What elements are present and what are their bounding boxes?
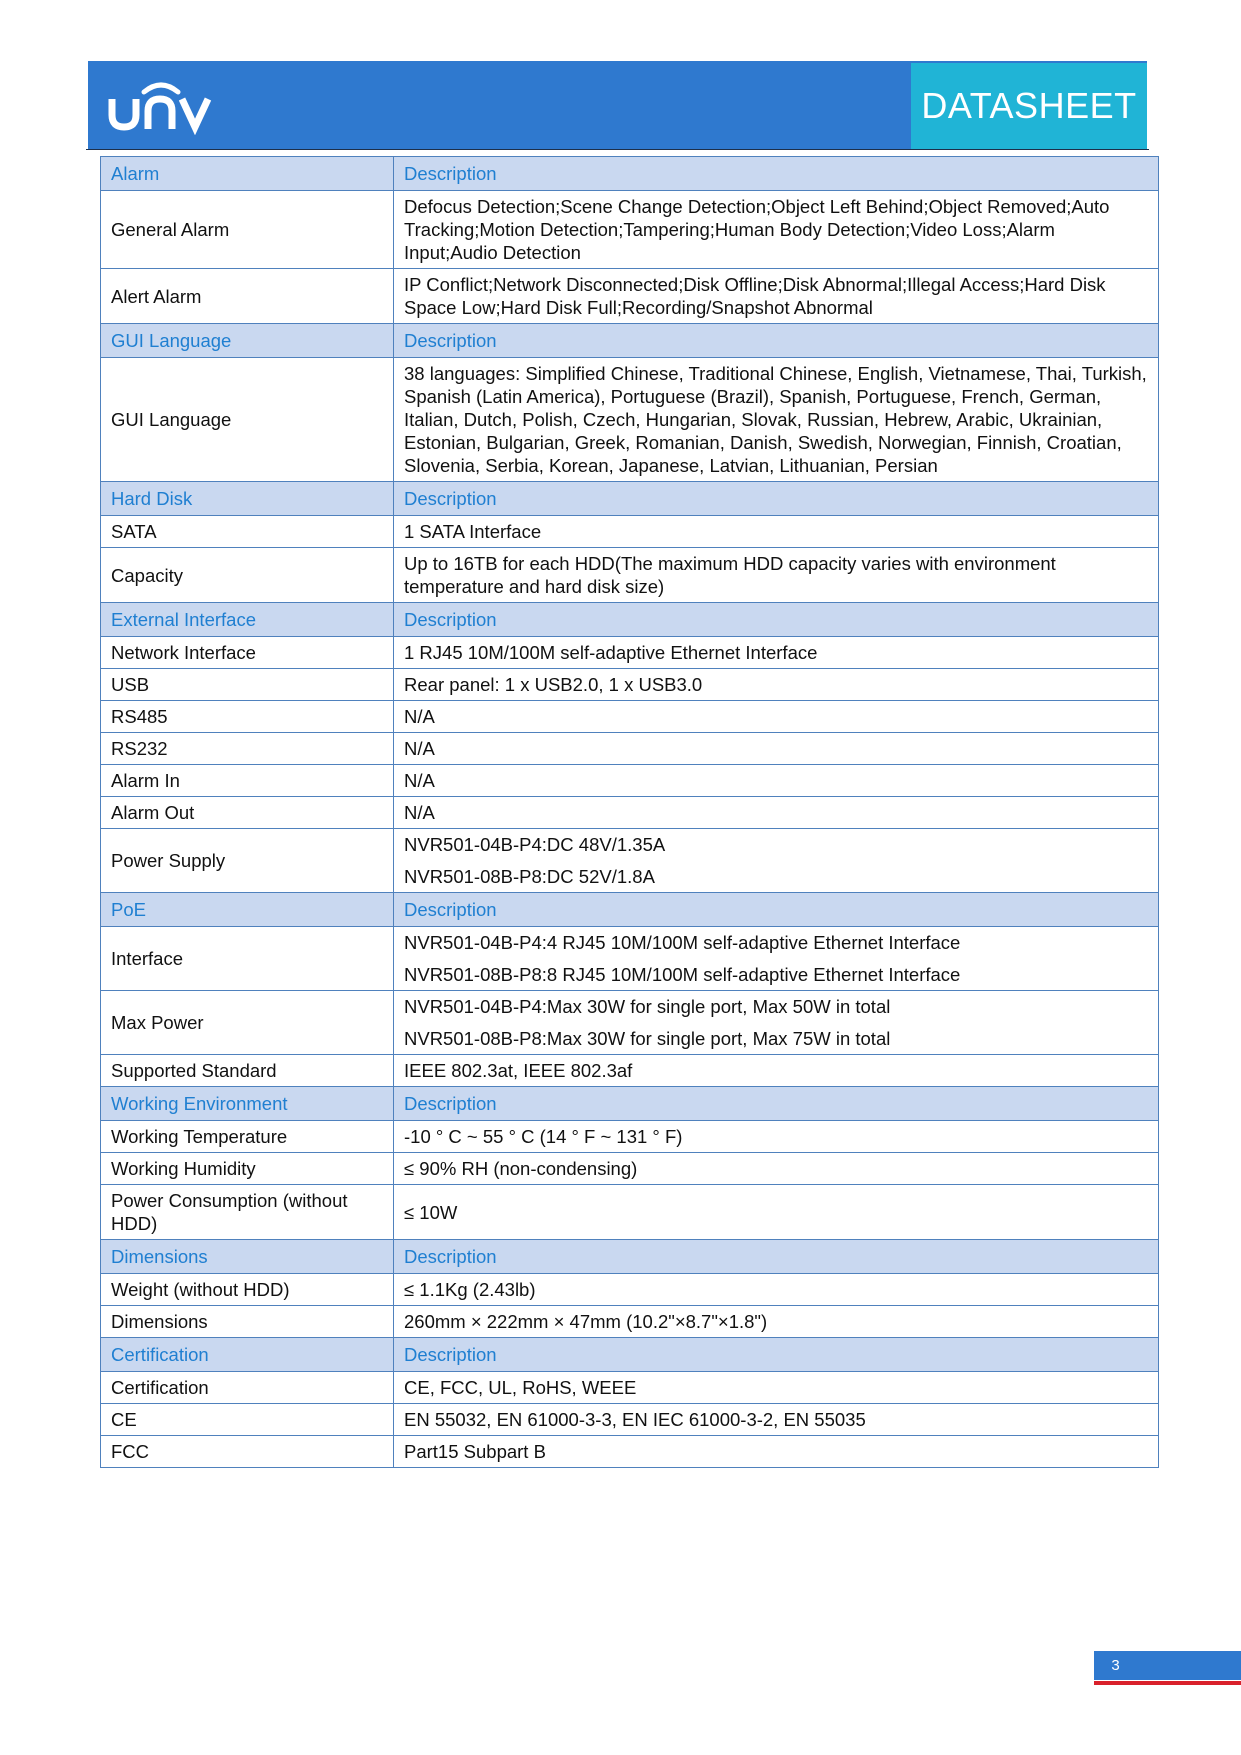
spec-value bbox=[394, 1185, 1159, 1240]
spec-value bbox=[394, 765, 1159, 797]
section-description-label: Description bbox=[394, 893, 1159, 927]
page-header bbox=[88, 61, 1147, 149]
spec-label: RS232 bbox=[101, 733, 394, 765]
spec-label: SATA bbox=[101, 516, 394, 548]
spec-label: Alarm Out bbox=[101, 797, 394, 829]
datasheet-banner bbox=[911, 63, 1147, 149]
spec-value-line: ≤ 90% RH (non-condensing) bbox=[404, 1158, 638, 1179]
spec-table bbox=[100, 156, 1159, 1468]
spec-value-line: ≤ 10W bbox=[404, 1201, 458, 1223]
spec-label: Working Temperature bbox=[101, 1121, 394, 1153]
spec-label: CE bbox=[101, 1404, 394, 1436]
spec-value bbox=[394, 516, 1159, 548]
spec-label: Dimensions bbox=[101, 1306, 394, 1338]
spec-value-line: ≤ 1.1Kg (2.43lb) bbox=[404, 1279, 536, 1300]
table-row bbox=[101, 1185, 1159, 1240]
spec-value bbox=[394, 1306, 1159, 1338]
spec-label: USB bbox=[101, 669, 394, 701]
spec-value-line: -10 ° C ~ 55 ° C (14 ° F ~ 131 ° F) bbox=[404, 1126, 683, 1147]
table-row bbox=[101, 1372, 1159, 1404]
section-title: External Interface bbox=[101, 603, 394, 637]
table-row bbox=[101, 797, 1159, 829]
spec-value-line: Defocus Detection;Scene Change Detection;Object Left Behind;Object Removed;Auto Tracking;Motion Detection;Tampering;Human Body Detection;Video Loss;Alarm Input;Audio Detection bbox=[404, 196, 1110, 263]
spec-label: Alert Alarm bbox=[101, 269, 394, 324]
table-row bbox=[101, 1404, 1159, 1436]
table-row bbox=[101, 637, 1159, 669]
spec-label: Power Consumption (without HDD) bbox=[101, 1185, 394, 1240]
spec-value bbox=[394, 797, 1159, 829]
section-title: GUI Language bbox=[101, 324, 394, 358]
spec-value bbox=[394, 733, 1159, 765]
header-divider bbox=[86, 149, 1149, 150]
spec-value bbox=[394, 829, 1159, 893]
spec-value-line: NVR501-04B-P4:4 RJ45 10M/100M self-adaptive Ethernet Interface bbox=[404, 932, 961, 953]
spec-value-line: N/A bbox=[404, 770, 435, 791]
section-header-row bbox=[101, 157, 1159, 191]
spec-value bbox=[394, 269, 1159, 324]
spec-label: General Alarm bbox=[101, 191, 394, 269]
spec-value-line: IEEE 802.3at, IEEE 802.3af bbox=[404, 1060, 633, 1081]
spec-value-line: NVR501-08B-P8:DC 52V/1.8A bbox=[404, 866, 655, 887]
table-row bbox=[101, 765, 1159, 797]
datasheet-title: DATASHEET bbox=[921, 85, 1137, 126]
spec-label: Capacity bbox=[101, 548, 394, 603]
section-header-row bbox=[101, 603, 1159, 637]
spec-label: FCC bbox=[101, 1436, 394, 1468]
spec-value bbox=[394, 701, 1159, 733]
spec-label: Power Supply bbox=[101, 829, 394, 893]
spec-value bbox=[394, 991, 1159, 1055]
spec-label: Interface bbox=[101, 927, 394, 991]
table-row bbox=[101, 516, 1159, 548]
spec-value-line: N/A bbox=[404, 706, 435, 727]
section-title: Alarm bbox=[101, 157, 394, 191]
spec-value bbox=[394, 1121, 1159, 1153]
table-row bbox=[101, 191, 1159, 269]
spec-label: Network Interface bbox=[101, 637, 394, 669]
section-title: PoE bbox=[101, 893, 394, 927]
spec-value bbox=[394, 191, 1159, 269]
section-description-label: Description bbox=[394, 157, 1159, 191]
table-row bbox=[101, 1306, 1159, 1338]
table-row bbox=[101, 701, 1159, 733]
table-row bbox=[101, 991, 1159, 1055]
spec-value-line: 1 SATA Interface bbox=[404, 521, 542, 542]
spec-label: Certification bbox=[101, 1372, 394, 1404]
spec-value-line: NVR501-04B-P4:Max 30W for single port, Max 50W in total bbox=[404, 996, 891, 1017]
spec-value-line: 1 RJ45 10M/100M self-adaptive Ethernet Interface bbox=[404, 642, 818, 663]
spec-value-line: 260mm × 222mm × 47mm (10.2"×8.7"×1.8") bbox=[404, 1311, 768, 1332]
section-title: Dimensions bbox=[101, 1240, 394, 1274]
spec-value bbox=[394, 1372, 1159, 1404]
section-header-row bbox=[101, 1338, 1159, 1372]
table-row bbox=[101, 927, 1159, 991]
spec-value bbox=[394, 1274, 1159, 1306]
spec-value-line: Up to 16TB for each HDD(The maximum HDD capacity varies with environment temperature and hard disk size) bbox=[404, 553, 1056, 597]
table-row bbox=[101, 733, 1159, 765]
footer-accent-line bbox=[1094, 1681, 1241, 1685]
section-header-row bbox=[101, 1087, 1159, 1121]
section-description-label: Description bbox=[394, 1338, 1159, 1372]
section-title: Certification bbox=[101, 1338, 394, 1372]
table-row bbox=[101, 829, 1159, 893]
spec-value-line: EN 55032, EN 61000-3-3, EN IEC 61000-3-2, EN 55035 bbox=[404, 1409, 866, 1430]
section-title: Working Environment bbox=[101, 1087, 394, 1121]
spec-label: Alarm In bbox=[101, 765, 394, 797]
table-row bbox=[101, 1153, 1159, 1185]
section-header-row bbox=[101, 1240, 1159, 1274]
spec-value-line: Rear panel: 1 x USB2.0, 1 x USB3.0 bbox=[404, 674, 703, 695]
spec-value bbox=[394, 637, 1159, 669]
section-description-label: Description bbox=[394, 1087, 1159, 1121]
section-description-label: Description bbox=[394, 603, 1159, 637]
spec-value bbox=[394, 927, 1159, 991]
table-row bbox=[101, 1055, 1159, 1087]
spec-value-line: N/A bbox=[404, 802, 435, 823]
spec-value bbox=[394, 1055, 1159, 1087]
spec-value-line: N/A bbox=[404, 738, 435, 759]
spec-label: Working Humidity bbox=[101, 1153, 394, 1185]
spec-value bbox=[394, 1436, 1159, 1468]
section-header-row bbox=[101, 324, 1159, 358]
spec-value bbox=[394, 358, 1159, 482]
table-row bbox=[101, 1436, 1159, 1468]
section-description-label: Description bbox=[394, 482, 1159, 516]
spec-value-line: 38 languages: Simplified Chinese, Traditional Chinese, English, Vietnamese, Thai, Turkish, Spanish (Latin America), Portuguese (Brazil), Spanish, Portuguese, French, German, Italian, Dutch, Polish, Czech, Hungarian, Slovak, Russian, Hebrew, Arabic, Ukrainian, Estonian, Bulgarian, Greek, Romanian, Danish, Swedish, Norwegian, Finnish, Croatian, Slovenia, Serbia, Korean, Japanese, Latvian, Lithuanian, Persian bbox=[404, 363, 1147, 476]
page-number: 3 bbox=[1111, 1657, 1120, 1674]
spec-label: Weight (without HDD) bbox=[101, 1274, 394, 1306]
spec-label: Supported Standard bbox=[101, 1055, 394, 1087]
spec-value-line: Part15 Subpart B bbox=[404, 1441, 546, 1462]
section-title: Hard Disk bbox=[101, 482, 394, 516]
spec-value-line: NVR501-04B-P4:DC 48V/1.35A bbox=[404, 834, 666, 855]
spec-label: RS485 bbox=[101, 701, 394, 733]
spec-value-line: NVR501-08B-P8:Max 30W for single port, Max 75W in total bbox=[404, 1028, 891, 1049]
section-description-label: Description bbox=[394, 1240, 1159, 1274]
table-row bbox=[101, 358, 1159, 482]
section-header-row bbox=[101, 482, 1159, 516]
spec-value-line: NVR501-08B-P8:8 RJ45 10M/100M self-adaptive Ethernet Interface bbox=[404, 964, 961, 985]
table-row bbox=[101, 269, 1159, 324]
spec-value bbox=[394, 548, 1159, 603]
section-description-label: Description bbox=[394, 324, 1159, 358]
page-number-box bbox=[1094, 1651, 1241, 1680]
table-row bbox=[101, 1274, 1159, 1306]
section-header-row bbox=[101, 893, 1159, 927]
spec-value-line: IP Conflict;Network Disconnected;Disk Offline;Disk Abnormal;Illegal Access;Hard Disk Space Low;Hard Disk Full;Recording/Snapshot Abnormal bbox=[404, 274, 1106, 318]
table-row bbox=[101, 548, 1159, 603]
spec-label: GUI Language bbox=[101, 358, 394, 482]
table-row bbox=[101, 1121, 1159, 1153]
spec-value bbox=[394, 1153, 1159, 1185]
spec-value bbox=[394, 669, 1159, 701]
spec-value bbox=[394, 1404, 1159, 1436]
unv-logo bbox=[106, 75, 216, 135]
spec-label: Max Power bbox=[101, 991, 394, 1055]
table-row bbox=[101, 669, 1159, 701]
spec-value-line: CE, FCC, UL, RoHS, WEEE bbox=[404, 1377, 637, 1398]
